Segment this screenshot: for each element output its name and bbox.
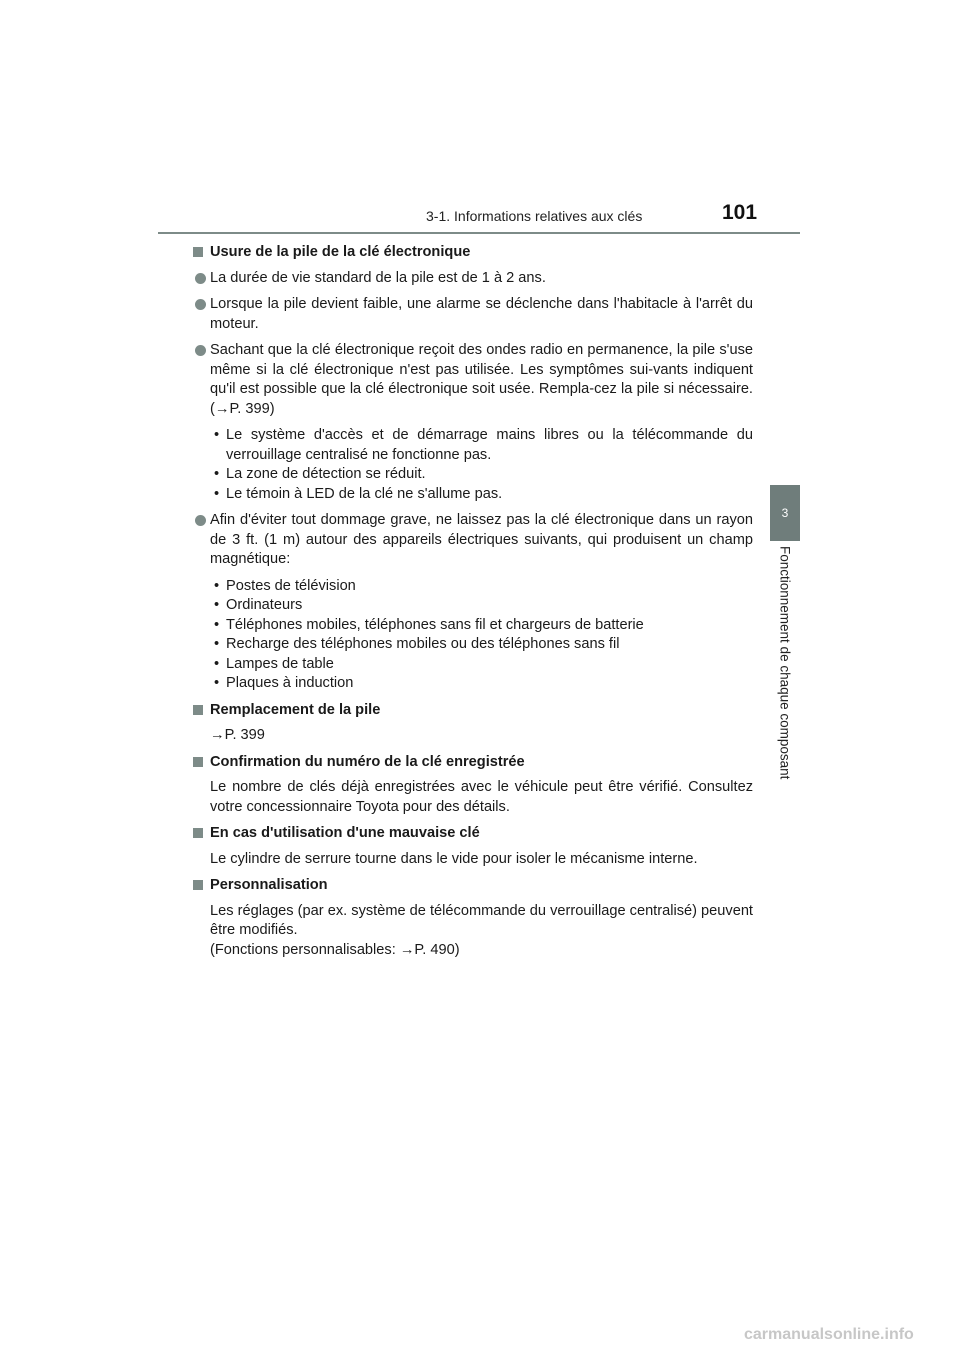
list-item-text: Ordinateurs [226, 597, 303, 613]
square-bullet-icon [193, 247, 203, 257]
square-bullet-icon [193, 880, 203, 890]
list-item-text: Lampes de table [226, 655, 334, 672]
section-heading-text: En cas d'utilisation d'une mauvaise clé [210, 825, 480, 841]
section-heading [210, 243, 753, 263]
list-item [210, 426, 753, 465]
section-body [210, 850, 753, 870]
section-body [210, 902, 753, 961]
bullet-text: Afin d'éviter tout dommage grave, ne laissez pas la clé électronique dans un rayon de 3 ft. (1 m) autour des appareils électriques suivants, qui produisent un champ magnétique: [210, 512, 753, 567]
header-rule [158, 232, 800, 234]
square-bullet-icon [193, 828, 203, 838]
section-heading [210, 753, 753, 773]
section-heading-text: Confirmation du numéro de la clé enregistrée [210, 753, 525, 770]
round-bullet-icon [195, 299, 206, 310]
list-item [210, 577, 753, 597]
list-item [210, 596, 753, 616]
section [210, 753, 753, 818]
square-bullet-icon [193, 705, 203, 715]
body-line: →P. 399 [210, 727, 265, 743]
dot-bullet-icon: • [214, 466, 220, 482]
list-item [210, 616, 753, 636]
page-number: 101 [722, 201, 758, 224]
watermark: carmanualsonline.info [744, 1326, 914, 1343]
body-line: Le cylindre de serrure tourne dans le vide pour isoler le mécanisme interne. [210, 850, 698, 867]
dot-bullet-icon: • [214, 655, 220, 672]
sub-list [210, 426, 753, 504]
section [210, 876, 753, 960]
body-line: Le nombre de clés déjà enregistrées avec le véhicule peut être vérifié. Consultez votre concessionnaire Toyota pour des détails. [210, 779, 753, 815]
dot-bullet-icon: • [214, 485, 220, 502]
body-line: Les réglages (par ex. système de télécommande du verrouillage centralisé) peuvent être modifiés. [210, 902, 753, 938]
list-item [210, 635, 753, 655]
bullet-paragraph [210, 269, 753, 289]
bullet-text: La durée de vie standard de la pile est de 1 à 2 ans. [210, 269, 546, 286]
section-heading-text: Usure de la pile de la clé électronique [210, 244, 471, 260]
bullet-paragraph [210, 341, 753, 419]
bullet-paragraph [210, 511, 753, 570]
round-bullet-icon [195, 345, 206, 356]
chapter-tab: 3 [770, 485, 800, 541]
section-body [210, 726, 753, 746]
section [210, 824, 753, 869]
sub-list [210, 577, 753, 694]
dot-bullet-icon: • [214, 597, 220, 613]
dot-bullet-icon: • [214, 577, 220, 594]
list-item-text: Postes de télévision [226, 577, 356, 594]
header-section-title: 3-1. Informations relatives aux clés [426, 208, 643, 224]
list-item [210, 655, 753, 675]
section-heading [210, 701, 753, 721]
section-heading-text: Personnalisation [210, 877, 328, 893]
body-line: (Fonctions personnalisables: →P. 490) [210, 941, 460, 958]
round-bullet-icon [195, 515, 206, 526]
square-bullet-icon [193, 757, 203, 767]
section [210, 701, 753, 746]
dot-bullet-icon: • [214, 427, 220, 443]
dot-bullet-icon: • [214, 636, 220, 652]
bullet-text: Lorsque la pile devient faible, une alarme se déclenche dans l'habitacle à l'arrêt du moteur. [210, 296, 753, 332]
content [210, 243, 753, 967]
dot-bullet-icon: • [214, 616, 220, 633]
section [210, 243, 753, 694]
list-item-text: Plaques à induction [226, 675, 354, 691]
section-heading [210, 824, 753, 844]
list-item [210, 465, 753, 485]
bullet-paragraph [210, 295, 753, 334]
section-heading [210, 876, 753, 896]
bullet-text: Sachant que la clé électronique reçoit des ondes radio en permanence, la pile s'use même si la clé électronique n'est pas utilisée. Les symptômes sui-vants indiquent qu'il est possible que la clé électronique soit usée. Rempla-cez la pile si nécessaire. (→P. 399) [210, 342, 753, 417]
list-item-text: Le témoin à LED de la clé ne s'allume pas. [226, 485, 503, 502]
round-bullet-icon [195, 273, 206, 284]
list-item-text: Téléphones mobiles, téléphones sans fil et chargeurs de batterie [226, 616, 644, 633]
list-item [210, 674, 753, 694]
dot-bullet-icon: • [214, 675, 220, 691]
chapter-label: Fonctionnement de chaque composant [777, 546, 793, 780]
list-item-text: Le système d'accès et de démarrage mains libres ou la télécommande du verrouillage centralisé ne fonctionne pas. [226, 427, 753, 463]
list-item-text: Recharge des téléphones mobiles ou des téléphones sans fil [226, 636, 620, 652]
section-heading-text: Remplacement de la pile [210, 701, 381, 718]
list-item-text: La zone de détection se réduit. [226, 466, 426, 482]
section-body [210, 778, 753, 817]
list-item [210, 485, 753, 505]
